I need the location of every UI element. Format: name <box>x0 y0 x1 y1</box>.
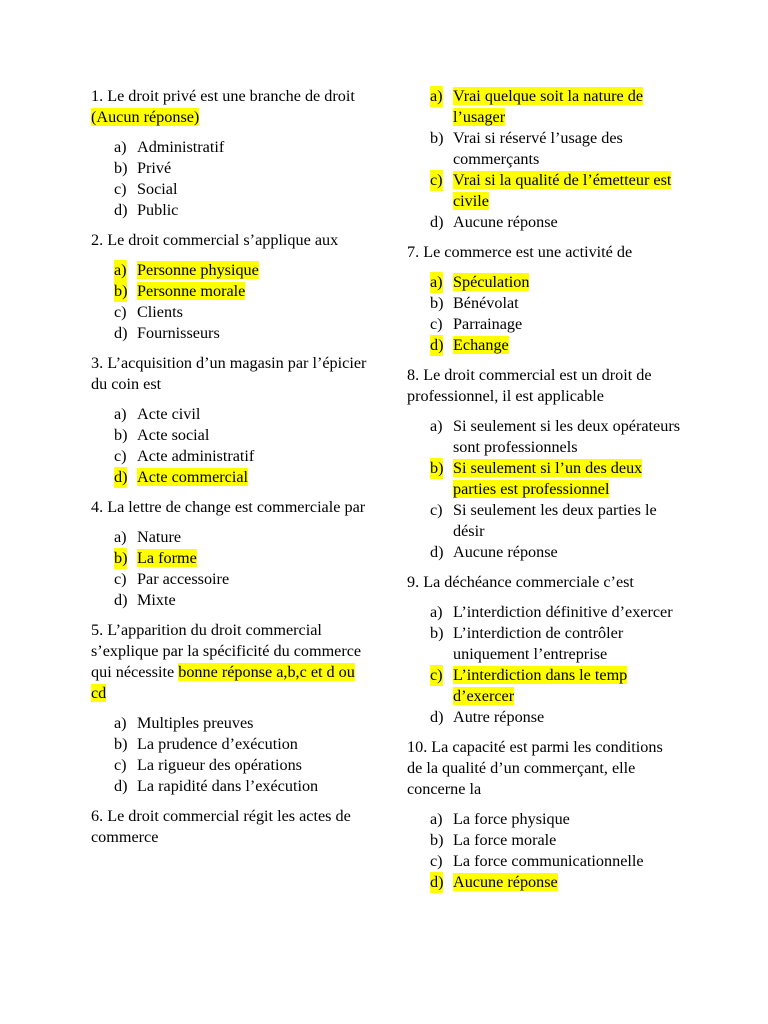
question-text: 1. Le droit privé est une branche de droit (Aucun réponse) <box>91 87 355 126</box>
option-a: a) Acte civil <box>114 405 201 423</box>
question-text: 9. La déchéance commerciale c’est <box>407 573 634 591</box>
answer-note: (Aucun réponse) <box>91 108 200 126</box>
option-c: c) Acte administratif <box>114 447 255 465</box>
question-1 <box>91 86 371 221</box>
question-4 <box>91 497 371 611</box>
question-text: 6. Le droit commercial régit les actes de commerce <box>91 807 351 846</box>
options-list <box>407 272 682 356</box>
question-text: 10. La capacité est parmi les conditions de la qualité d’un commerçant, elle concerne la <box>407 738 663 798</box>
option-c: c) L’interdiction dans le temp d’exercer <box>430 666 628 705</box>
option-a: a) Personne physique <box>114 261 259 279</box>
option-d: d) Aucune réponse <box>430 213 558 231</box>
question-text: 4. La lettre de change est commerciale par <box>91 498 366 516</box>
option-d: d) Mixte <box>114 591 176 609</box>
option-b: b) La forme <box>114 549 197 567</box>
question-6-options <box>407 86 682 233</box>
option-d: d) Echange <box>430 336 509 354</box>
option-a: a) Spéculation <box>430 273 530 291</box>
question-2 <box>91 230 371 344</box>
option-b: b) La force morale <box>430 831 557 849</box>
option-a: a) Administratif <box>114 138 225 156</box>
option-b: b) Si seulement si l’un des deux parties est professionnel <box>430 459 643 498</box>
option-b: b) L’interdiction de contrôler uniquement l’entreprise <box>430 624 624 663</box>
option-a: a) Vrai quelque soit la nature de l’usager <box>430 87 644 126</box>
options-list <box>407 86 682 233</box>
question-text: 7. Le commerce est une activité de <box>407 243 633 261</box>
options-list <box>407 416 682 563</box>
option-c: c) Si seulement les deux parties le désir <box>430 501 657 540</box>
question-text: 3. L’acquisition d’un magasin par l’épicier du coin est <box>91 354 367 393</box>
options-list <box>91 527 371 611</box>
options-list <box>91 404 371 488</box>
options-list <box>91 137 371 221</box>
question-9 <box>407 572 682 728</box>
option-a: a) Multiples preuves <box>114 714 254 732</box>
option-b: b) La prudence d’exécution <box>114 735 298 753</box>
question-text: 5. L’apparition du droit commercial s’explique par la spécificité du commerce qui nécessite bonne réponse a,b,c et d ou cd <box>91 621 362 702</box>
question-10 <box>407 737 682 893</box>
right-column <box>407 0 682 902</box>
question-6 <box>91 806 371 848</box>
option-d: d) Public <box>114 201 179 219</box>
option-b: b) Personne morale <box>114 282 246 300</box>
option-c: c) Clients <box>114 303 183 321</box>
option-d: d) Acte commercial <box>114 468 249 486</box>
option-a: a) L’interdiction définitive d’exercer <box>430 603 673 621</box>
question-text: 8. Le droit commercial est un droit de professionnel, il est applicable <box>407 366 652 405</box>
options-list <box>91 713 371 797</box>
option-d: d) La rapidité dans l’exécution <box>114 777 319 795</box>
option-c: c) La force communicationnelle <box>430 852 644 870</box>
option-d: d) Fournisseurs <box>114 324 220 342</box>
question-8 <box>407 365 682 563</box>
options-list <box>407 809 682 893</box>
option-a: a) Si seulement si les deux opérateurs sont professionnels <box>430 417 681 456</box>
option-a: a) La force physique <box>430 810 570 828</box>
option-b: b) Vrai si réservé l’usage des commerçants <box>430 129 623 168</box>
option-d: d) Autre réponse <box>430 708 545 726</box>
option-c: c) Parrainage <box>430 315 523 333</box>
options-list <box>407 602 682 728</box>
option-b: b) Acte social <box>114 426 210 444</box>
option-c: c) Social <box>114 180 178 198</box>
option-b: b) Bénévolat <box>430 294 519 312</box>
left-column <box>91 0 371 848</box>
answer-note: bonne réponse a,b,c et d ou cd <box>91 663 355 702</box>
question-7 <box>407 242 682 356</box>
question-3 <box>91 353 371 488</box>
option-a: a) Nature <box>114 528 182 546</box>
option-c: c) Par accessoire <box>114 570 230 588</box>
option-d: d) Aucune réponse <box>430 873 558 891</box>
option-d: d) Aucune réponse <box>430 543 558 561</box>
option-c: c) Vrai si la qualité de l’émetteur est civile <box>430 171 672 210</box>
option-b: b) Privé <box>114 159 172 177</box>
question-text: 2. Le droit commercial s’applique aux <box>91 231 339 249</box>
question-5 <box>91 620 371 797</box>
option-c: c) La rigueur des opérations <box>114 756 302 774</box>
options-list <box>91 260 371 344</box>
